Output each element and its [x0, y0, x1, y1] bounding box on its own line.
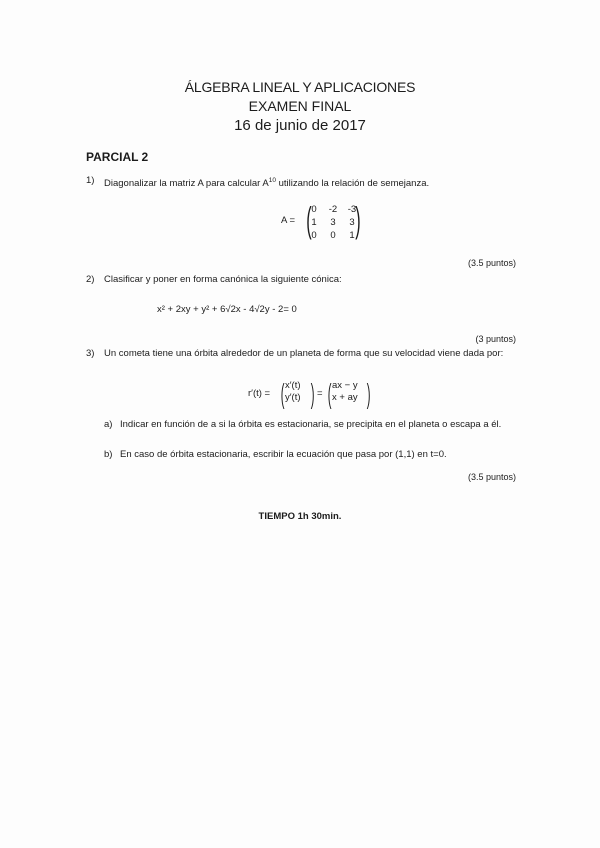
vec1-bottom: y′(t) [285, 392, 301, 403]
course-title: ÁLGEBRA LINEAL Y APLICACIONES [184, 79, 416, 95]
matrix-cell: 3 [349, 217, 355, 228]
matrix-cell: 1 [349, 230, 355, 241]
question-2-number: 2) [86, 274, 95, 285]
exam-duration: TIEMPO 1h 30min. [258, 511, 342, 522]
vec1-left-paren: ( [280, 378, 285, 409]
vec2-left-paren: ( [327, 378, 332, 409]
matrix-a [281, 199, 361, 242]
vec1-right-paren: ) [310, 378, 315, 409]
matrix-cell: 0 [311, 204, 317, 215]
exam-date: 16 de junio de 2017 [234, 117, 366, 134]
matrix-cell: 3 [330, 217, 336, 228]
exam-title: EXAMEN FINAL [248, 98, 352, 114]
section-title: PARCIAL 2 [86, 150, 149, 164]
question-1-exponent: 10 [268, 177, 276, 184]
matrix-right-paren: ) [355, 199, 361, 240]
matrix-cell: 0 [330, 230, 336, 241]
matrix-cell: 1 [311, 217, 317, 228]
velocity-equals: = [317, 388, 323, 399]
exam-header [0, 78, 600, 135]
question-1-number: 1) [86, 175, 95, 186]
question-3-number: 3) [86, 348, 95, 359]
matrix-cell: -2 [328, 204, 338, 215]
question-1-text-before: Diagonalizar la matriz A para calcular A [104, 178, 269, 190]
question-3-text: Un cometa tiene una órbita alrededor de un planeta de forma que su velocidad viene dada por: [104, 348, 504, 359]
question-3b-label: b) [104, 449, 113, 460]
matrix-label: A = [281, 215, 295, 226]
matrix-cell: 0 [311, 230, 317, 241]
question-1-points: (3.5 puntos) [467, 258, 516, 268]
question-2-text: Clasificar y poner en forma canónica la siguiente cónica: [104, 274, 342, 285]
vec2-bottom: x + ay [332, 392, 358, 403]
question-3b-text: En caso de órbita estacionaria, escribir la ecuación que pasa por (1,1) en t=0. [120, 449, 447, 460]
vec1-top: x′(t) [285, 380, 301, 391]
question-3-points: (3.5 puntos) [467, 472, 516, 482]
matrix-left-paren: ( [306, 199, 312, 240]
conic-equation: x² + 2xy + y² + 6√2x - 4√2y - 2= 0 [157, 304, 297, 315]
question-3a-text: Indicar en función de a si la órbita es estacionaria, se precipita en el planeta o escapa a él. [120, 419, 502, 430]
velocity-lhs: r′(t) = [248, 388, 271, 399]
question-1-text-after: utilizando la relación de semejanza. [275, 178, 430, 190]
question-1-text [104, 174, 520, 191]
vec2-right-paren: ) [366, 378, 371, 409]
question-3a-label: a) [104, 419, 113, 430]
vec2-top: ax − y [332, 380, 358, 391]
matrix-cell: -3 [347, 204, 357, 215]
question-2-points: (3 puntos) [475, 334, 516, 344]
